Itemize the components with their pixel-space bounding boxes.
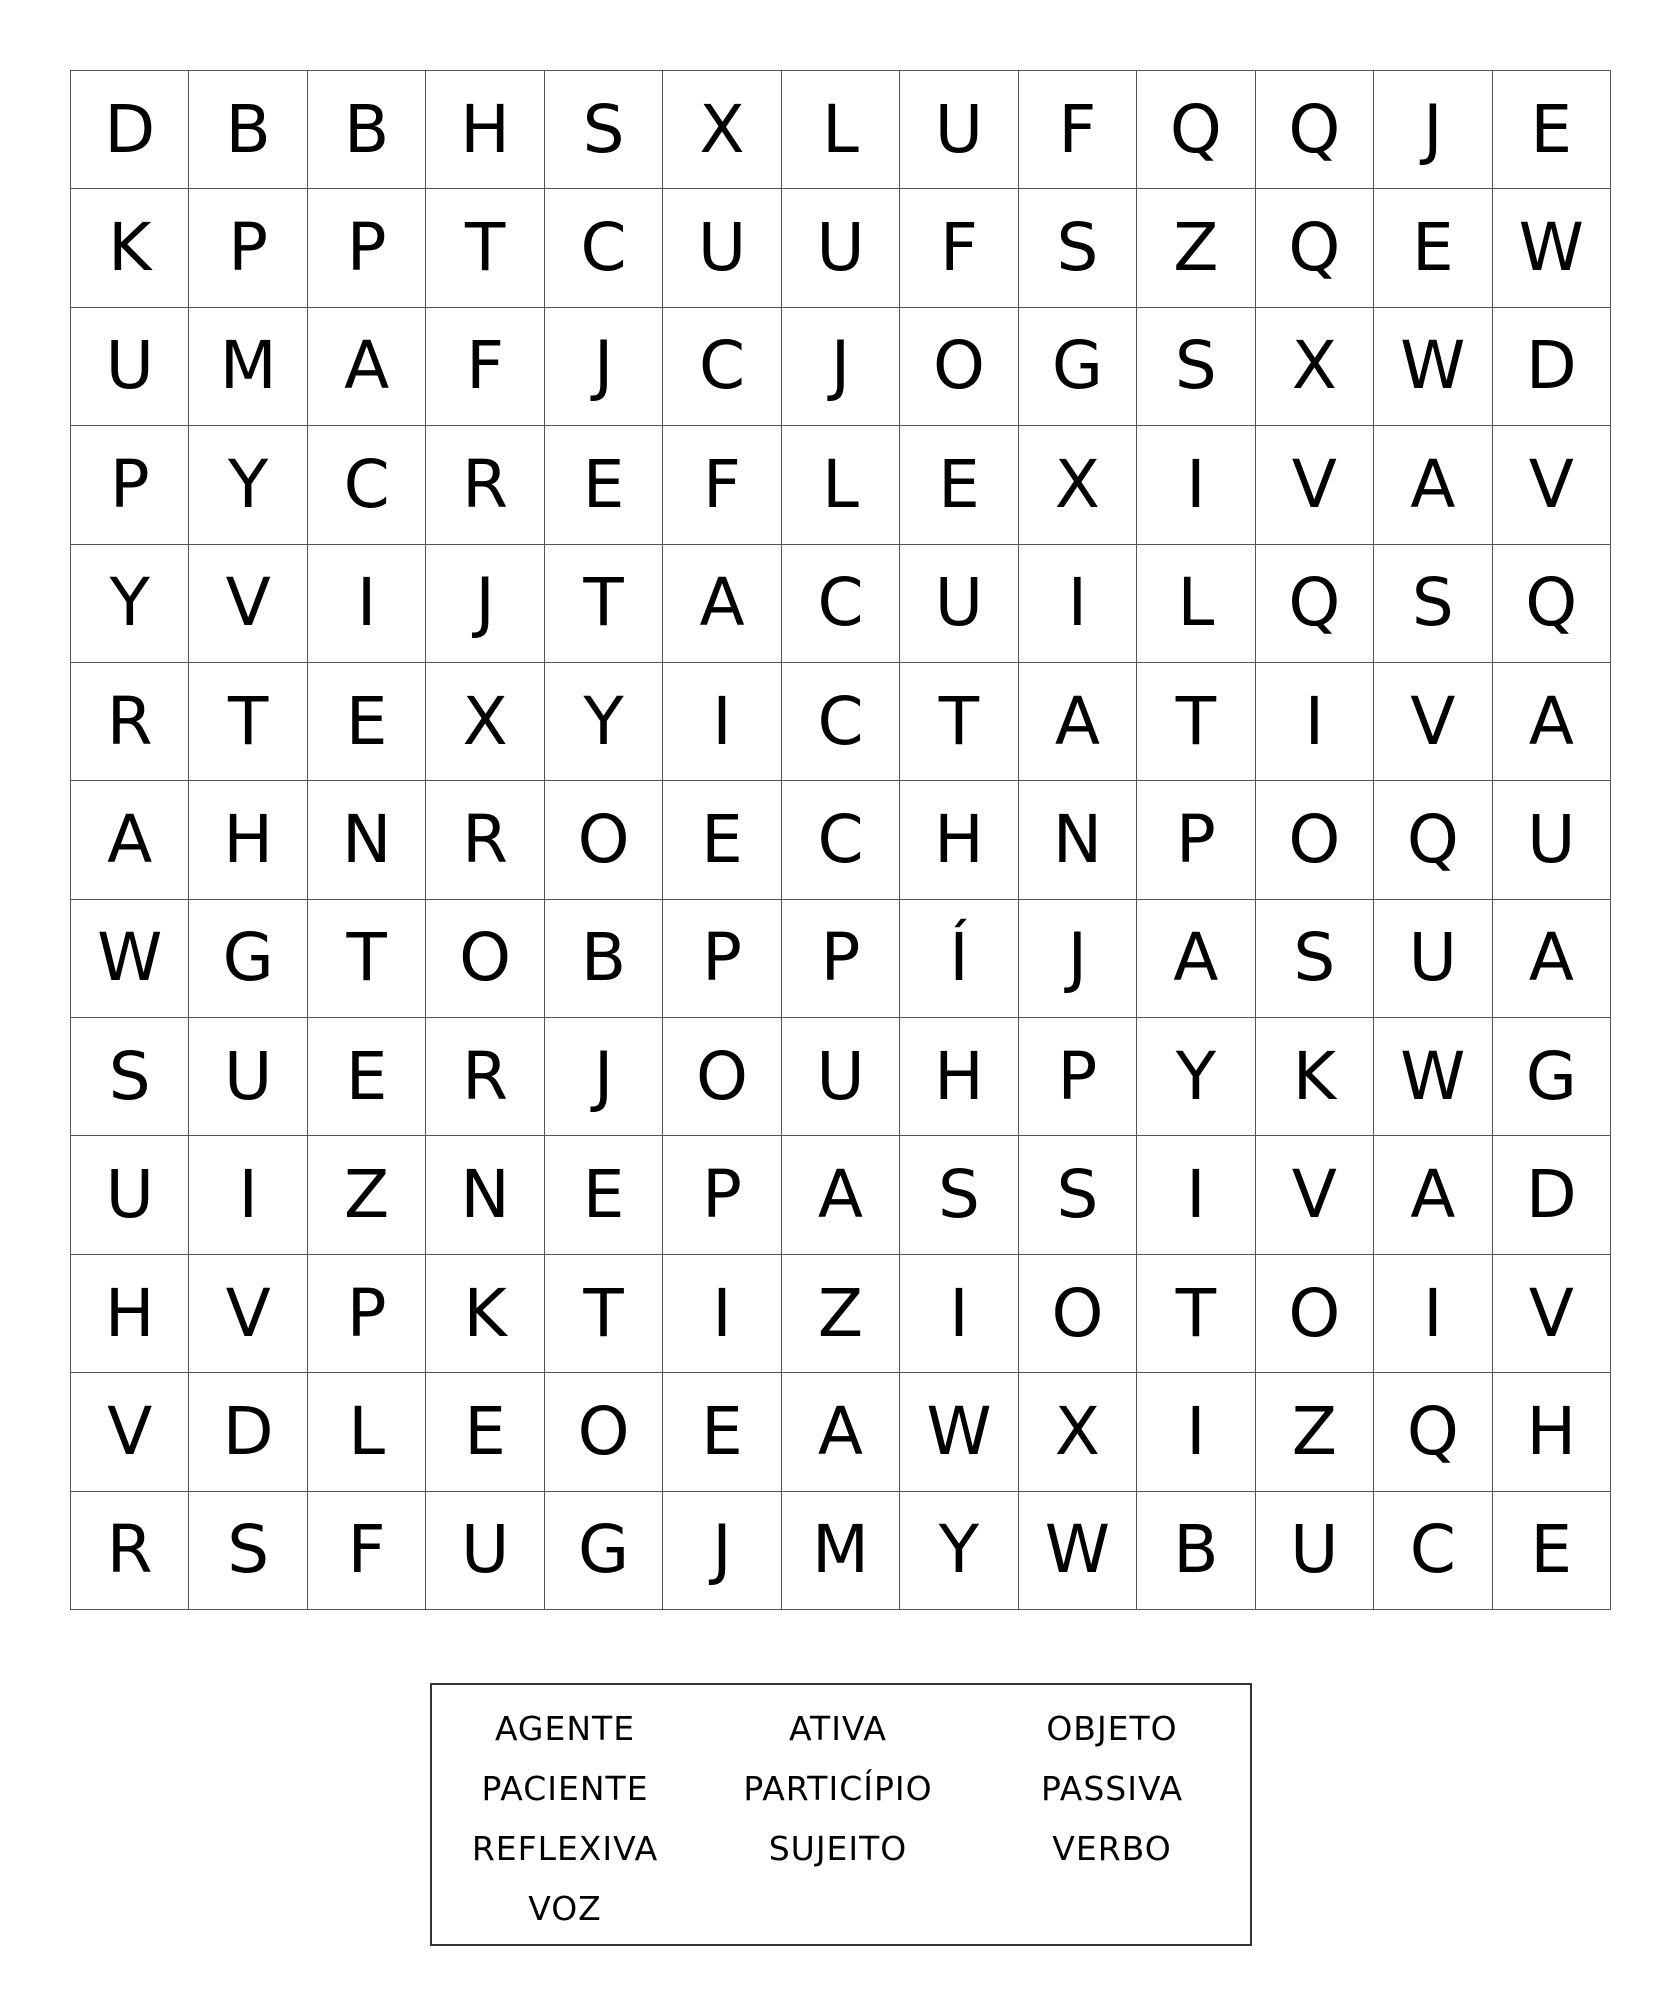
grid-cell[interactable]: E (663, 1373, 781, 1491)
grid-cell[interactable]: U (900, 545, 1018, 663)
grid-cell[interactable]: H (900, 1018, 1018, 1136)
grid-cell[interactable]: M (782, 1492, 900, 1610)
grid-cell[interactable]: P (71, 426, 189, 544)
grid-cell[interactable]: L (782, 426, 900, 544)
grid-cell[interactable]: X (1256, 308, 1374, 426)
grid-cell[interactable]: Q (1256, 71, 1374, 189)
grid-cell[interactable]: A (1019, 663, 1137, 781)
grid-cell[interactable]: L (308, 1373, 426, 1491)
grid-cell[interactable]: F (308, 1492, 426, 1610)
grid-cell[interactable]: U (782, 1018, 900, 1136)
grid-cell[interactable]: W (1374, 308, 1492, 426)
grid-cell[interactable]: J (545, 308, 663, 426)
grid-cell[interactable]: C (663, 308, 781, 426)
grid-cell[interactable]: P (782, 900, 900, 1018)
grid-cell[interactable]: J (782, 308, 900, 426)
word-bank-item: ATIVA (789, 1709, 887, 1748)
word-bank-item: VOZ (528, 1889, 602, 1928)
grid-cell[interactable]: C (1374, 1492, 1492, 1610)
grid-cell[interactable]: C (782, 781, 900, 899)
grid-cell[interactable]: W (1019, 1492, 1137, 1610)
grid-cell[interactable]: I (189, 1136, 307, 1254)
grid-cell[interactable]: L (1137, 545, 1255, 663)
grid-cell[interactable]: P (1019, 1018, 1137, 1136)
grid-cell[interactable]: I (1137, 426, 1255, 544)
grid-cell[interactable]: A (1493, 663, 1611, 781)
grid-cell[interactable]: D (1493, 1136, 1611, 1254)
grid-cell[interactable]: U (900, 71, 1018, 189)
grid-cell[interactable]: I (663, 1255, 781, 1373)
grid-cell[interactable]: I (1256, 663, 1374, 781)
grid-cell[interactable]: A (1374, 426, 1492, 544)
grid-cell[interactable]: T (189, 663, 307, 781)
grid-cell[interactable]: U (71, 308, 189, 426)
grid-cell[interactable]: K (1256, 1018, 1374, 1136)
grid-cell[interactable]: M (189, 308, 307, 426)
grid-cell[interactable]: S (900, 1136, 1018, 1254)
grid-cell[interactable]: N (1019, 781, 1137, 899)
grid-cell[interactable]: S (189, 1492, 307, 1610)
grid-cell[interactable]: P (189, 189, 307, 307)
grid-cell[interactable]: W (1493, 189, 1611, 307)
grid-cell[interactable]: U (1374, 900, 1492, 1018)
grid-cell[interactable]: X (426, 663, 544, 781)
grid-cell[interactable]: O (1019, 1255, 1137, 1373)
grid-cell[interactable]: G (1019, 308, 1137, 426)
word-bank-item: REFLEXIVA (471, 1829, 659, 1868)
grid-cell[interactable]: Q (1256, 189, 1374, 307)
grid-cell[interactable]: A (308, 308, 426, 426)
grid-cell[interactable]: N (426, 1136, 544, 1254)
grid-cell[interactable]: J (545, 1018, 663, 1136)
grid-cell[interactable]: L (782, 71, 900, 189)
grid-cell[interactable]: T (308, 900, 426, 1018)
grid-cell[interactable]: P (308, 1255, 426, 1373)
grid-cell[interactable]: C (782, 663, 900, 781)
grid-cell[interactable]: S (1019, 189, 1137, 307)
grid-cell[interactable]: R (426, 1018, 544, 1136)
grid-cell[interactable]: I (1374, 1255, 1492, 1373)
grid-cell[interactable]: V (189, 1255, 307, 1373)
grid-cell[interactable]: S (1256, 900, 1374, 1018)
grid-cell[interactable]: S (1019, 1136, 1137, 1254)
grid-cell[interactable]: I (1019, 545, 1137, 663)
grid-cell[interactable]: A (1493, 900, 1611, 1018)
grid-cell[interactable]: G (189, 900, 307, 1018)
grid-cell[interactable]: D (189, 1373, 307, 1491)
grid-cell[interactable]: Q (1137, 71, 1255, 189)
grid-cell[interactable]: D (71, 71, 189, 189)
grid-cell[interactable]: O (426, 900, 544, 1018)
word-bank-item: VERBO (1052, 1829, 1172, 1868)
grid-cell[interactable]: P (1137, 781, 1255, 899)
grid-cell[interactable]: I (900, 1255, 1018, 1373)
grid-cell[interactable]: Z (782, 1255, 900, 1373)
grid-cell[interactable]: Q (1493, 545, 1611, 663)
grid-cell[interactable]: G (1493, 1018, 1611, 1136)
grid-cell[interactable]: T (1137, 663, 1255, 781)
grid-cell[interactable]: Q (1374, 1373, 1492, 1491)
grid-cell[interactable]: U (71, 1136, 189, 1254)
word-bank-item: PACIENTE (481, 1769, 649, 1808)
grid-cell[interactable]: Y (1137, 1018, 1255, 1136)
grid-cell[interactable]: C (308, 426, 426, 544)
grid-cell[interactable]: I (1137, 1373, 1255, 1491)
grid-cell[interactable]: P (663, 1136, 781, 1254)
word-bank-item: OBJETO (1046, 1709, 1178, 1748)
grid-cell[interactable]: Q (1256, 545, 1374, 663)
grid-cell[interactable]: O (663, 1018, 781, 1136)
word-bank-item: PARTICÍPIO (743, 1769, 933, 1808)
word-bank-item: AGENTE (494, 1709, 636, 1748)
grid-cell[interactable]: P (663, 900, 781, 1018)
grid-cell[interactable]: A (71, 781, 189, 899)
grid-cell[interactable]: J (426, 545, 544, 663)
word-bank-item: SUJEITO (768, 1829, 908, 1868)
grid-cell[interactable]: J (1374, 71, 1492, 189)
grid-cell[interactable]: U (1256, 1492, 1374, 1610)
grid-cell[interactable]: Z (1256, 1373, 1374, 1491)
grid-cell[interactable]: V (1493, 1255, 1611, 1373)
grid-cell[interactable]: O (545, 1373, 663, 1491)
grid-cell[interactable]: E (545, 426, 663, 544)
grid-cell[interactable]: O (545, 781, 663, 899)
grid-cell[interactable]: E (308, 663, 426, 781)
grid-cell[interactable]: T (900, 663, 1018, 781)
grid-cell[interactable]: E (426, 1373, 544, 1491)
grid-cell[interactable]: K (71, 189, 189, 307)
grid-cell[interactable]: E (1493, 71, 1611, 189)
grid-cell[interactable]: Í (900, 900, 1018, 1018)
grid-cell[interactable]: V (1374, 663, 1492, 781)
grid-cell[interactable]: X (663, 71, 781, 189)
grid-cell[interactable]: R (426, 426, 544, 544)
grid-cell[interactable]: V (1256, 1136, 1374, 1254)
grid-cell[interactable]: Q (1374, 781, 1492, 899)
grid-cell[interactable]: F (426, 308, 544, 426)
grid-cell[interactable]: W (71, 900, 189, 1018)
grid-cell[interactable]: S (1374, 545, 1492, 663)
grid-cell[interactable]: J (663, 1492, 781, 1610)
grid-cell[interactable]: C (782, 545, 900, 663)
grid-cell[interactable]: U (663, 189, 781, 307)
grid-cell[interactable]: V (1493, 426, 1611, 544)
grid-cell[interactable]: T (426, 189, 544, 307)
grid-cell[interactable]: Y (189, 426, 307, 544)
grid-cell[interactable]: E (663, 781, 781, 899)
grid-cell[interactable]: O (1256, 781, 1374, 899)
grid-cell[interactable]: T (545, 545, 663, 663)
grid-cell[interactable]: W (900, 1373, 1018, 1491)
grid-cell[interactable]: S (1137, 308, 1255, 426)
grid-cell[interactable]: U (782, 189, 900, 307)
word-bank-item: PASSIVA (1040, 1769, 1184, 1808)
grid-cell[interactable]: U (1493, 781, 1611, 899)
grid-cell[interactable]: R (71, 1492, 189, 1610)
grid-cell[interactable]: H (1493, 1373, 1611, 1491)
grid-cell[interactable]: R (426, 781, 544, 899)
grid-cell[interactable]: Z (308, 1136, 426, 1254)
grid-cell[interactable]: H (426, 71, 544, 189)
grid-cell[interactable]: T (545, 1255, 663, 1373)
grid-cell[interactable]: H (71, 1255, 189, 1373)
grid-cell[interactable]: K (426, 1255, 544, 1373)
grid-cell[interactable]: A (782, 1373, 900, 1491)
grid-cell[interactable]: G (545, 1492, 663, 1610)
grid-cell[interactable]: S (545, 71, 663, 189)
grid-cell[interactable]: W (1374, 1018, 1492, 1136)
grid-cell[interactable]: Y (545, 663, 663, 781)
grid-cell[interactable]: F (1019, 71, 1137, 189)
grid-cell[interactable]: T (1137, 1255, 1255, 1373)
grid-cell[interactable]: V (1256, 426, 1374, 544)
grid-cell[interactable]: N (308, 781, 426, 899)
grid-cell[interactable]: E (1374, 189, 1492, 307)
grid-cell[interactable]: O (900, 308, 1018, 426)
grid-cell[interactable]: E (900, 426, 1018, 544)
grid-cell[interactable]: V (189, 545, 307, 663)
grid-cell[interactable]: V (71, 1373, 189, 1491)
grid-cell[interactable]: B (545, 900, 663, 1018)
grid-cell[interactable]: I (663, 663, 781, 781)
grid-cell[interactable]: E (308, 1018, 426, 1136)
grid-cell[interactable]: X (1019, 1373, 1137, 1491)
grid-cell[interactable]: B (308, 71, 426, 189)
grid-cell[interactable]: A (782, 1136, 900, 1254)
grid-cell[interactable]: Y (900, 1492, 1018, 1610)
grid-cell[interactable]: Y (71, 545, 189, 663)
grid-cell[interactable]: A (1374, 1136, 1492, 1254)
grid-cell[interactable]: F (663, 426, 781, 544)
grid-cell[interactable]: P (308, 189, 426, 307)
grid-cell[interactable]: C (545, 189, 663, 307)
grid-cell[interactable]: U (426, 1492, 544, 1610)
grid-cell[interactable]: X (1019, 426, 1137, 544)
grid-cell[interactable]: A (663, 545, 781, 663)
grid-cell[interactable]: A (1137, 900, 1255, 1018)
letter-grid (70, 70, 1611, 1610)
grid-cell[interactable]: Z (1137, 189, 1255, 307)
grid-cell[interactable]: I (1137, 1136, 1255, 1254)
grid-cell[interactable]: F (900, 189, 1018, 307)
grid-cell[interactable]: I (308, 545, 426, 663)
grid-cell[interactable]: B (1137, 1492, 1255, 1610)
word-bank (430, 1683, 1252, 1946)
grid-cell[interactable]: U (189, 1018, 307, 1136)
grid-cell[interactable]: H (189, 781, 307, 899)
grid-cell[interactable]: S (71, 1018, 189, 1136)
grid-cell[interactable]: B (189, 71, 307, 189)
grid-cell[interactable]: E (545, 1136, 663, 1254)
grid-cell[interactable]: E (1493, 1492, 1611, 1610)
grid-cell[interactable]: H (900, 781, 1018, 899)
grid-cell[interactable]: O (1256, 1255, 1374, 1373)
grid-cell[interactable]: J (1019, 900, 1137, 1018)
grid-cell[interactable]: D (1493, 308, 1611, 426)
grid-cell[interactable]: R (71, 663, 189, 781)
